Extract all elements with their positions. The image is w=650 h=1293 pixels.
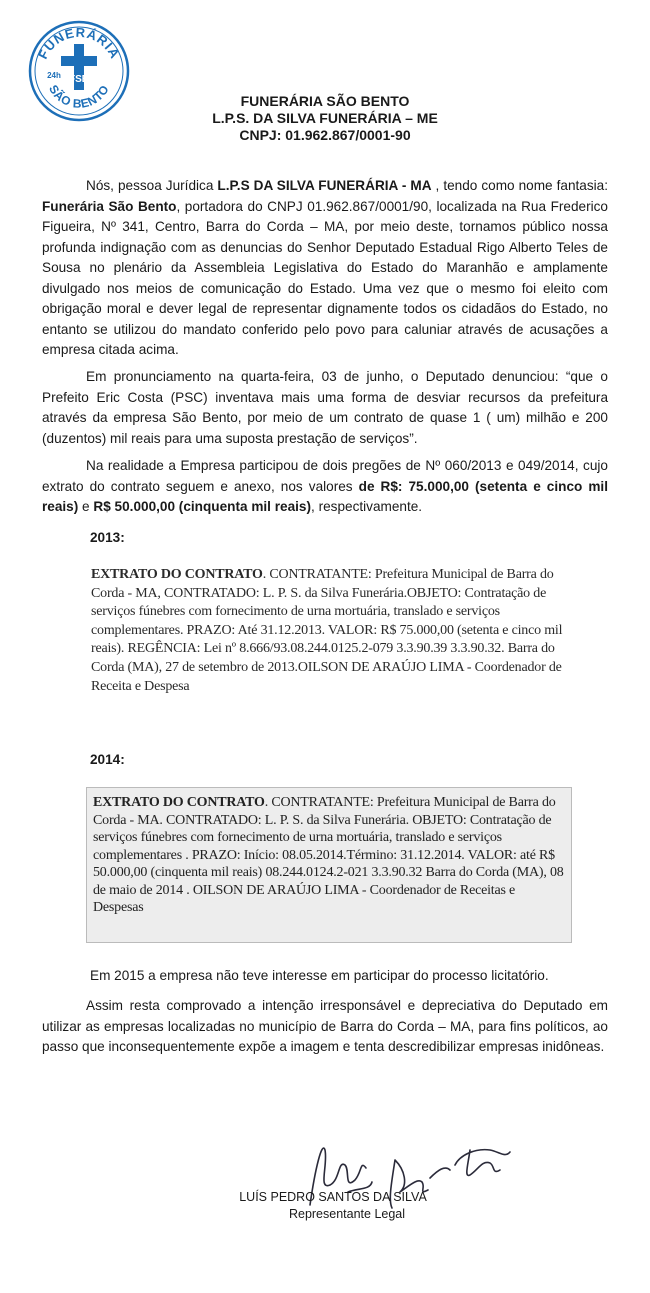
p1-company-bold: L.P.S DA SILVA FUNERÁRIA - MA: [217, 178, 432, 193]
contract-extract-2014: [93, 794, 567, 917]
paragraph-conclusion: Assim resta comprovado a intenção irresponsável e depreciativa do Deputado em utilizar as empresas localizadas no município de Barra do Corda – MA, para fins políticos, ao passo que inconsequentemente expõe a imagem e tenta descredibilizar empresas inidôneas.: [42, 998, 608, 1054]
signer-role: Representante Legal: [288, 1207, 406, 1221]
p3-text-c: e: [78, 499, 94, 514]
p3-value-2014: R$ 50.000,00 (cinquenta mil reais): [93, 499, 312, 514]
p3-text-e: , respectivamente.: [311, 499, 423, 514]
paragraph-denounce: Em pronunciamento na quarta-feira, 03 de junho, o Deputado denunciou: “que o Prefeito Eric Costa (PSC) inventava mais uma forma de desviar recursos da prefeitura através da empresa São Bento, por meio de um contrato de quase 1 ( um) milhão e 200 (duzentos) mil reais para uma suposta prestação de serviços”.: [42, 369, 608, 446]
paragraph-2015: Em 2015 a empresa não teve interesse em participar do processo licitatório.: [90, 968, 549, 983]
cnpj-line: CNPJ: 01.962.867/0001-90: [239, 127, 411, 143]
paragraph-intro: [42, 176, 608, 361]
contract-extract-2013: [91, 566, 567, 696]
logo-arc-bottom-text: SÃO BENTO: [46, 82, 113, 111]
logo-monogram: FSB: [69, 74, 89, 85]
p1-text-a: Nós, pessoa Jurídica: [86, 178, 218, 193]
extract-2013-title: EXTRATO DO CONTRATO: [91, 567, 263, 582]
logo-arc-top-text: FUNERÁRIA: [35, 24, 123, 62]
letterhead: [0, 93, 650, 144]
p1-text-c: , tendo como nome fantasia:: [431, 178, 608, 193]
p1-trade-name-bold: Funerária São Bento: [42, 198, 177, 214]
logo-badge: 24h: [47, 71, 61, 80]
p3-text-a: Na realidade a Empresa participou de dois pregões de Nº 060/2013 e 049/2014, cujo extrato do contrato seguem e anexo, nos valores: [42, 458, 608, 494]
company-name: FUNERÁRIA SÃO BENTO: [240, 93, 410, 109]
p1-text-e: , portadora do CNPJ 01.962.867/0001/90, localizada na Rua Frederico Figueira, Nº 341, Centro, Barra do Corda – MA, por meio deste, tornamos público nossa profunda indignação com as denuncias do Senhor Deputado Estadual Rigo Alberto Teles de Sousa no plenário da Assembleia Legislativa do Estado do Maranhão e amplamente divulgado nos meios de comunicação do Estado. Uma vez que o mesmo foi eleito com obrigação moral e dever legal de representar dignamente todos os cidadãos do Estado, no entanto se utilizou do mandato conferido pelo povo para caluniar através de acusações a empresa citada acima.: [42, 198, 608, 357]
paragraph-reality: [42, 456, 608, 518]
legal-name: L.P.S. DA SILVA FUNERÁRIA – ME: [212, 110, 438, 126]
signer-name: LUÍS PEDRO SANTOS DA SILVA: [239, 1190, 427, 1204]
year-2013-heading: 2013:: [90, 530, 125, 545]
extract-2013-body: . CONTRATANTE: Prefeitura Municipal de Barra do Corda - MA, CONTRATADO: L. P. S. da Silva Funerária.OBJETO: Contratação de serviços fúnebres com fornecimento de urna mortuária, translado e serviços complementares. PRAZO: Até 31.12.2013. VALOR: R$ 75.000,00 (setenta e cinco mil reais). REGÊNCIA: Lei nº 8.666/93.08.244.0125.2-079 3.3.90.39 3.3.90.32. Barra do Corda (MA), 27 de setembro de 2013.OILSON DE ARAÚJO LIMA - Coordenador de Receita e Despesa: [91, 567, 563, 694]
year-2014-heading: 2014:: [90, 752, 125, 767]
extract-2014-title: EXTRATO DO CONTRATO: [93, 795, 265, 810]
extract-2014-body: . CONTRATANTE: Prefeitura Municipal de Barra do Corda - MA. CONTRATADO: L. P. S. da Silva Funerária. OBJETO: Contratação de serviços fúnebres com fornecimento de urna mortuária, translado e serviços complementares . PRAZO: Início: 08.05.2014.Término: 31.12.2014. VALOR: até R$ 50.000,00 (cinquenta mil reais) 08.244.0124.2-021 3.3.90.32 Barra do Corda (MA), 08 de maio de 2014 . OILSON DE ARAÚJO LIMA - Coordenador de Receitas e Despesas: [93, 795, 564, 915]
p3-value-2013: de R$: 75.000,00 (setenta e cinco mil reais): [42, 478, 608, 514]
